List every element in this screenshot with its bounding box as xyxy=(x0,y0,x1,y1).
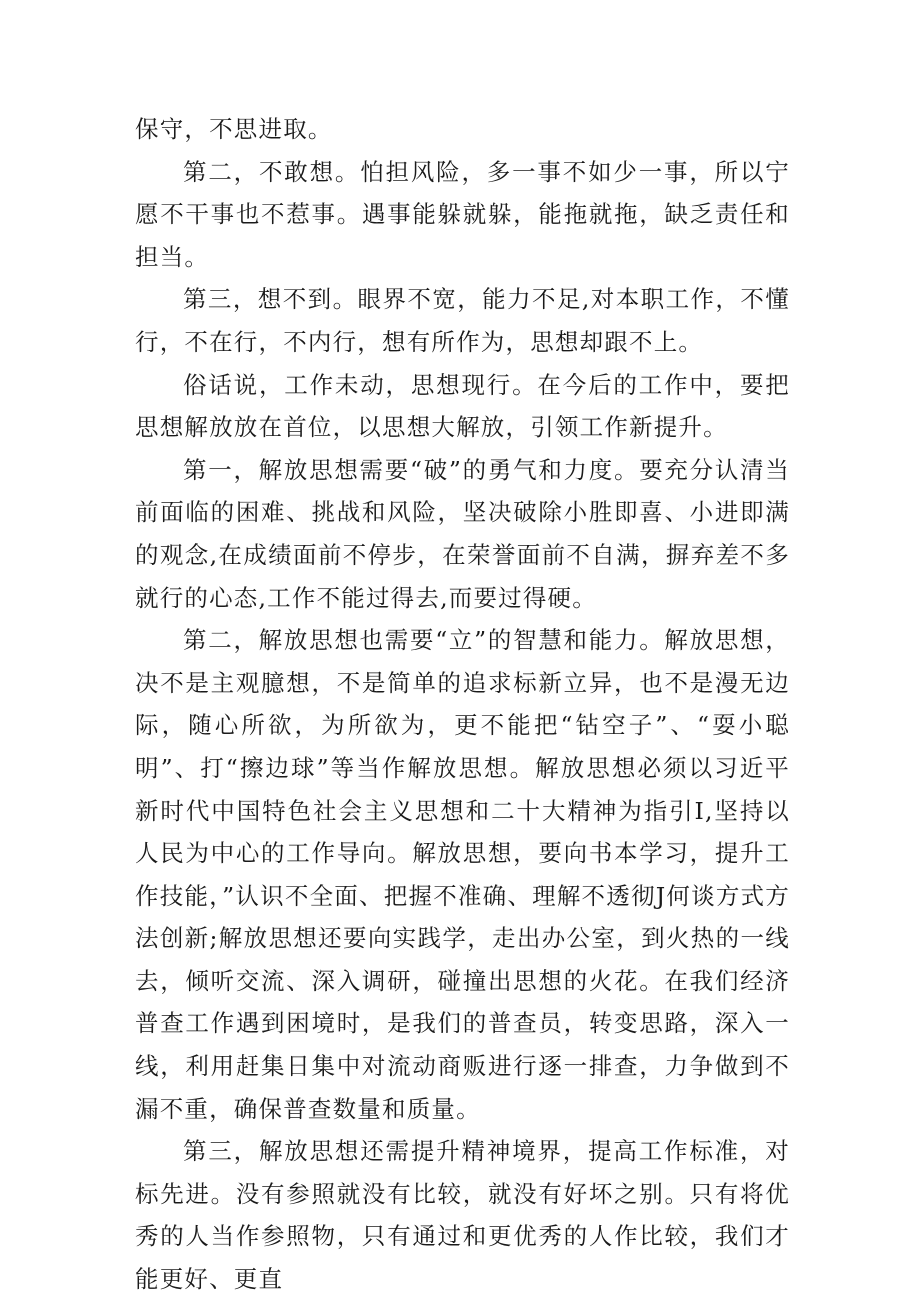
paragraph: 第一，解放思想需要“破”的勇气和力度。要充分认清当前面临的困难、挑战和风险，坚决破除小胜即喜、小进即满的观念,在成绩面前不停步，在荣誉面前不自满，摒弃差不多就行的心态,工作不能过得去,而要过得硬。 xyxy=(135,455,790,612)
paragraph: 保守，不思进取。 xyxy=(135,115,333,143)
document-body xyxy=(135,108,790,1301)
paragraph: 第三，解放思想还需提升精神境界，提高工作标准，对标先进。没有参照就没有比较，就没有好坏之别。只有将优秀的人当作参照物，只有通过和更优秀的人作比较，我们才能更好、更直 xyxy=(135,1137,790,1294)
paragraph: 第二，不敢想。怕担风险，多一事不如少一事，所以宁愿不干事也不惹事。遇事能躲就躲，能拖就拖，缺乏责任和担当。 xyxy=(135,157,790,271)
paragraph: 俗话说，工作未动，思想现行。在今后的工作中，要把思想解放放在首位，以思想大解放，引领工作新提升。 xyxy=(135,370,790,442)
paragraph: 第三，想不到。眼界不宽，能力不足,对本职工作，不懂行，不在行，不内行，想有所作为，思想却跟不上。 xyxy=(135,285,790,356)
paragraph: 第二，解放思想也需要“立”的智慧和能力。解放思想，决不是主观臆想，不是简单的追求标新立异，也不是漫无边际，随心所欲，为所欲为，更不能把“钻空子”、“耍小聪明”、打“擦边球”等当作解放思想。解放思想必须以习近平新时代中国特色社会主义思想和二十大精神为指引I,坚持以人民为中心的工作导向。解放思想，要向书本学习，提升工作技能，”认识不全面、把握不准确、理解不透彻J何谈方式方法创新;解放思想还要向实践学，走出办公室，到火热的一线去，倾听交流、深入调研，碰撞出思想的火花。在我们经济普查工作遇到困境时，是我们的普查员，转变思路，深入一线，利用赶集日集中对流动商贩进行逐一排查，力争做到不漏不重，确保普查数量和质量。 xyxy=(135,626,790,1123)
